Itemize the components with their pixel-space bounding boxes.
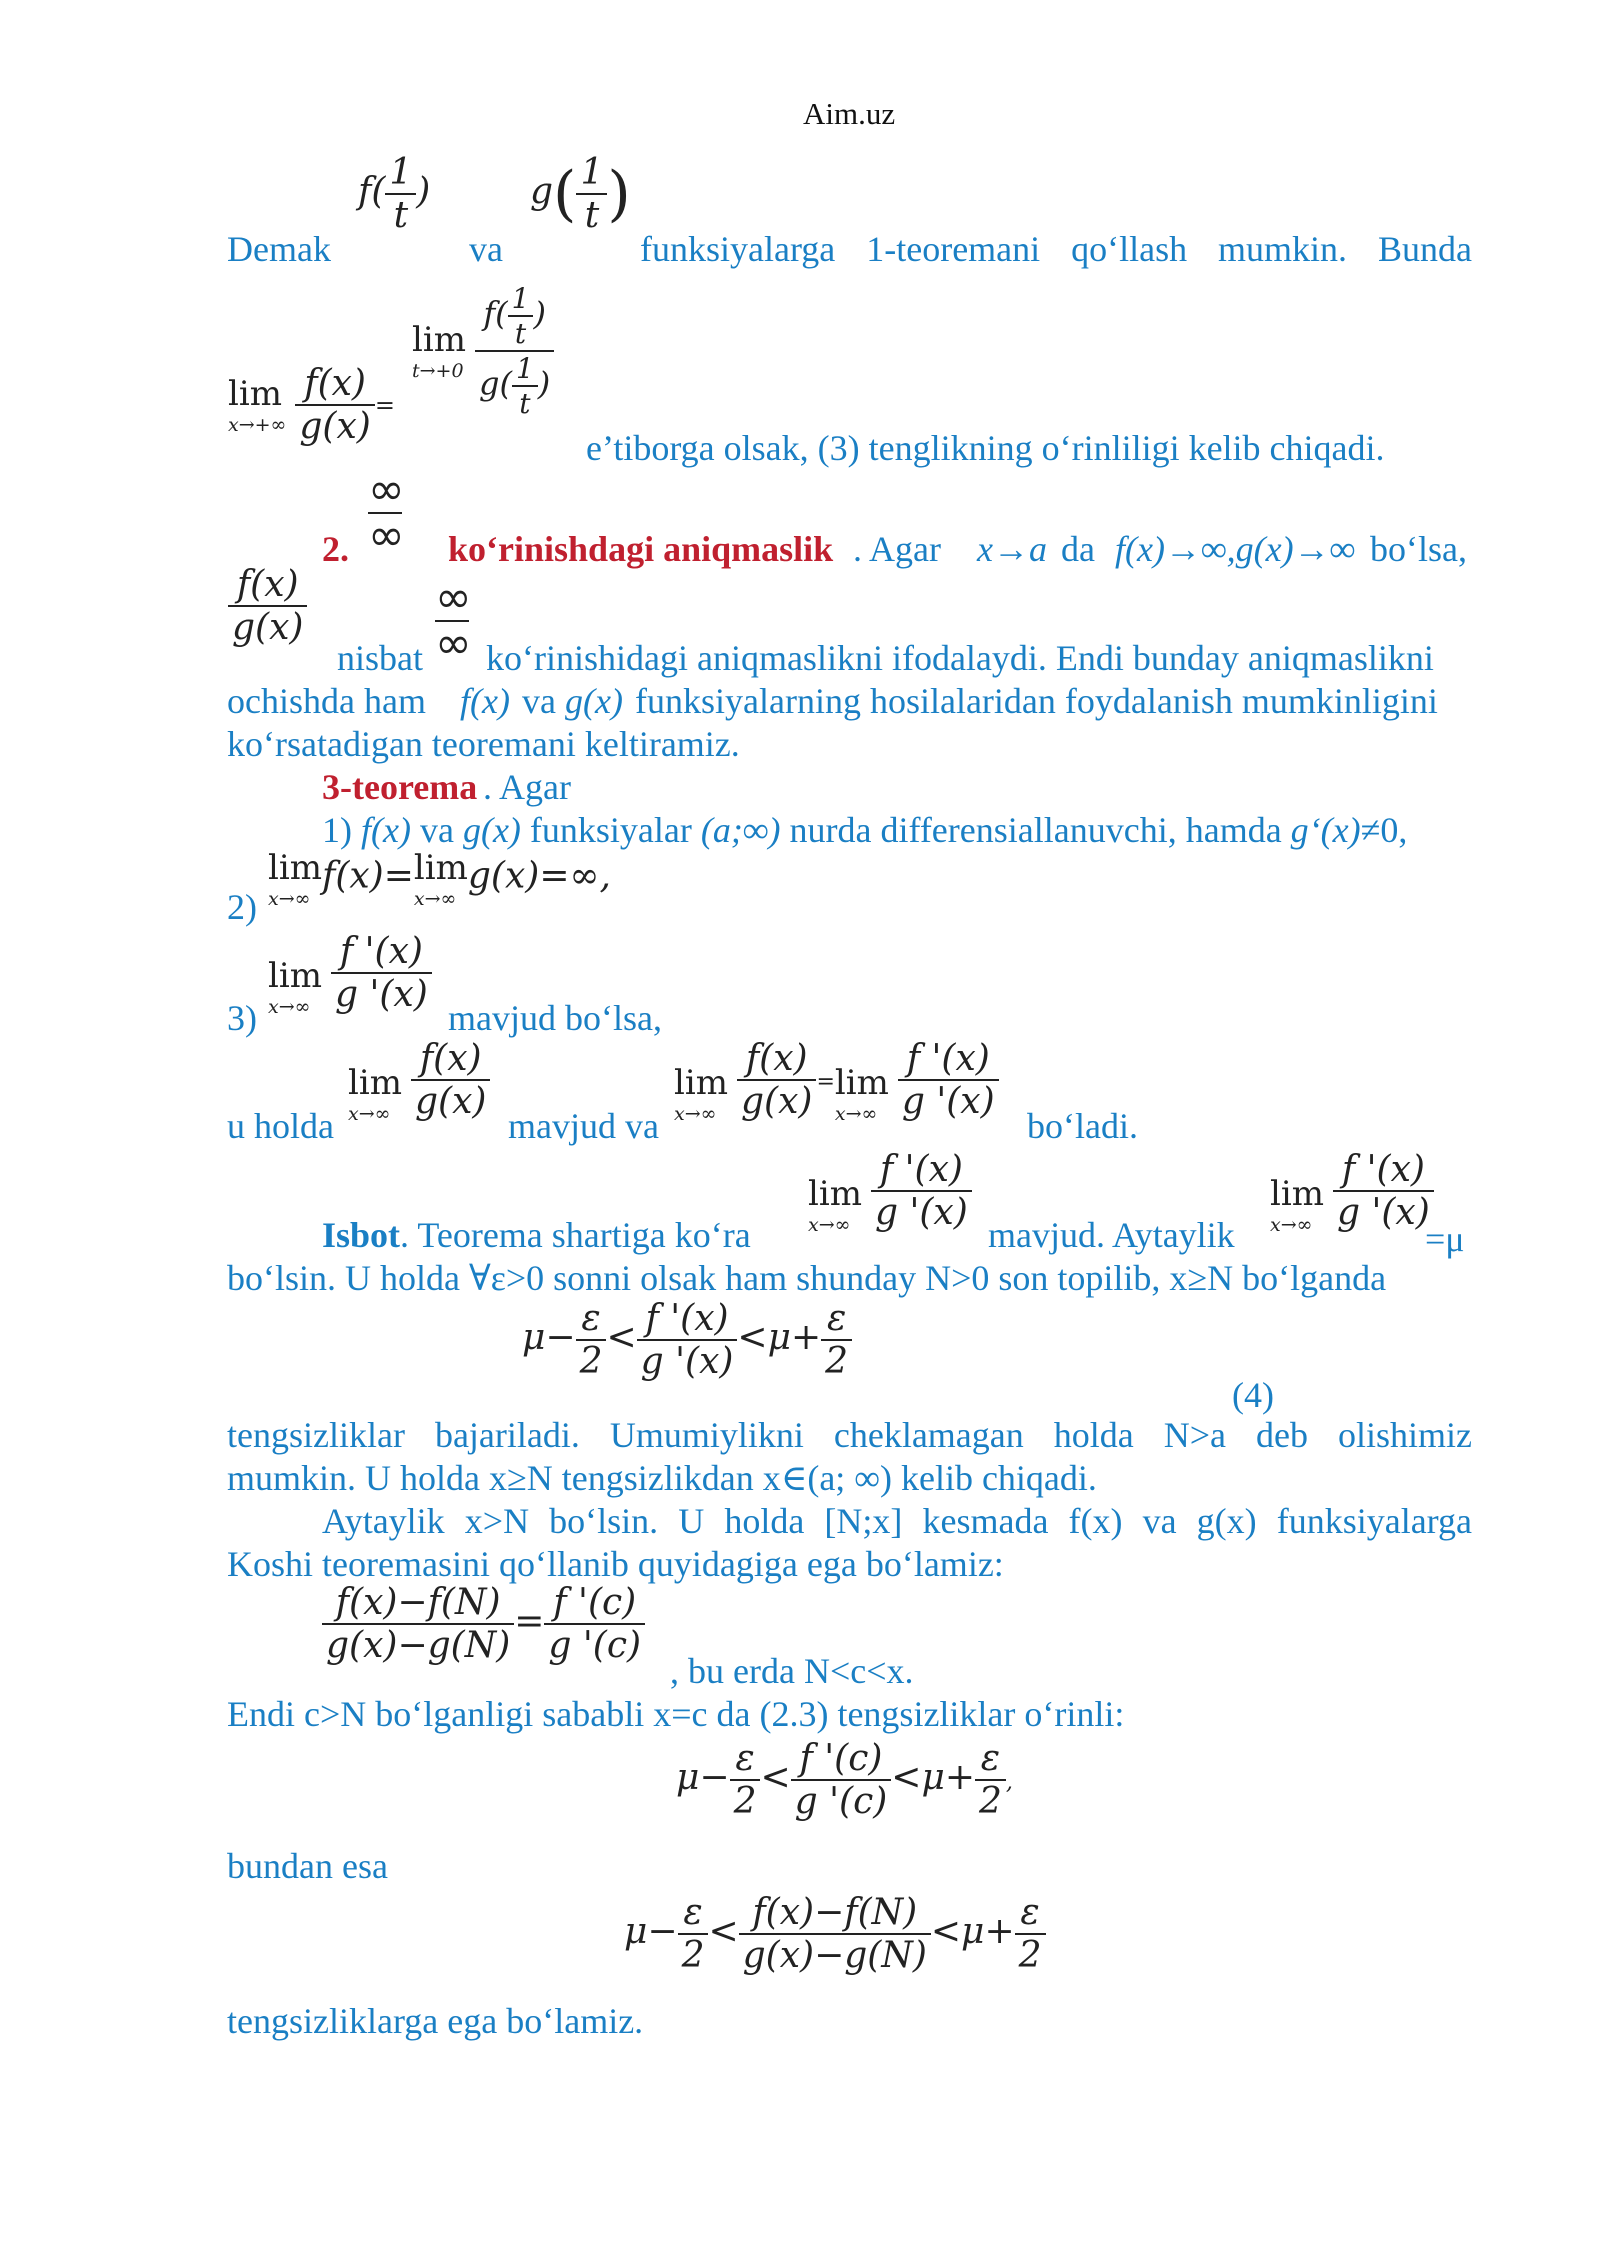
- proof-line6: Koshi teoremasini qo‘llanib quyidagiga ega bo‘lamiz:: [227, 1544, 1004, 1584]
- proof-mu: =μ: [1425, 1219, 1465, 1259]
- formula-limit-x-infinity: lim x→+∞ $\frac{f(x)}{g(x)}$ =: [228, 363, 395, 447]
- theorem3-condition2-number: 2): [227, 887, 257, 927]
- proof-line1-a: . Teorema shartiga ko‘ra: [400, 1215, 751, 1255]
- cond1-interval: (a;∞): [700, 810, 781, 850]
- section2-condition: f(x)→∞,g(x)→∞: [1115, 529, 1356, 569]
- formula-inequality-c: μ− $\frac{\varepsilon}{2}$ < $\frac{f '(c)}{g '(c)}$ <μ+ $\frac{\varepsilon}{2}$ ,: [676, 1738, 1013, 1822]
- theorem3-boladi: bo‘ladi.: [1027, 1106, 1138, 1146]
- formula-limit-t-zero: lim t→+0 f( $\frac{1}{t}$ ) g( $\frac{1}{t}$ ): [412, 282, 554, 420]
- section2-da: da: [1061, 529, 1095, 569]
- proof-line7: Endi c>N bo‘lganligi sababli x=c da (2.3) tengsizliklar o‘rinli:: [227, 1694, 1125, 1734]
- formula-conclusion-limit: lim x→∞ $\frac{f(x)}{g(x)}$: [348, 1035, 490, 1125]
- section2-line3: ko‘rsatadigan teoremani keltiramiz.: [227, 724, 740, 764]
- proof-bu-erda: , bu erda N<c<x.: [670, 1651, 914, 1691]
- proof-line8: bundan esa: [227, 1846, 388, 1886]
- proof-line9: tengsizliklarga ega bo‘lamiz.: [227, 2001, 644, 2041]
- cond1-gx: g(x): [462, 810, 521, 850]
- theorem3-u-holda: u holda: [227, 1106, 334, 1146]
- section2-x-to-a: x→a: [977, 529, 1047, 569]
- formula-condition2: lim x→∞ f(x)= lim x→∞ g(x)=∞,: [268, 848, 611, 910]
- section2-title: ko‘rinishdagi aniqmaslik: [448, 529, 834, 569]
- cond1-not-zero: ≠0,: [1360, 810, 1408, 850]
- proof-line3: tengsizliklar bajariladi. Umumiylikni cheklamagan holda N>a deb olishimiz: [227, 1415, 1472, 1455]
- formula-proof-limit: lim x→∞ $\frac{f '(x)}{g '(x)}$: [808, 1146, 972, 1236]
- formula-condition3: lim x→∞ $\frac{f '(x)}{g '(x)}$: [268, 928, 432, 1018]
- section2-line2-va: va: [522, 681, 556, 721]
- section2-nisbat: nisbat: [337, 638, 423, 678]
- section2-line2-gx: g(x): [565, 681, 623, 721]
- formula-conclusion-equality: lim x→∞ $\frac{f(x)}{g(x)}$ = lim x→∞ $\frac{f '(x)}{g '(x)}$: [674, 1035, 999, 1125]
- cond1-number: 1): [322, 810, 352, 850]
- theorem3-condition1: [322, 809, 1407, 851]
- formula-f-over-g: $\frac{f(x)}{g(x)}$: [228, 564, 307, 648]
- theorem3-agar: . Agar: [483, 767, 571, 807]
- formula-cauchy: $\frac{f(x)-f(N)}{g(x)-g(N)}$ = $\frac{f '(c)}{g '(c)}$: [322, 1582, 645, 1666]
- cond1-va: va: [419, 810, 454, 850]
- section2-agar: . Agar: [853, 529, 941, 569]
- proof-line1: [322, 1214, 751, 1256]
- proof-label: Isbot: [322, 1215, 401, 1255]
- section2-bolsa: bo‘lsa,: [1370, 529, 1467, 569]
- paragraph1-note: e’tiborga olsak, (3) tenglikning o‘rinliligi kelib chiqadi.: [586, 428, 1385, 468]
- proof-line1-b: mavjud. Aytaylik: [988, 1215, 1235, 1255]
- proof-line5: Aytaylik x>N bo‘lsin. U holda [N;x] kesmada f(x) va g(x) funksiyalarga: [322, 1501, 1472, 1541]
- theorem3-condition3-number: 3): [227, 998, 257, 1038]
- demak-word: Demak: [227, 229, 331, 269]
- formula-proof-limit-mu: lim x→∞ $\frac{f '(x)}{g '(x)}$: [1270, 1146, 1434, 1236]
- cond1-funksiyalar: funksiyalar: [529, 810, 692, 850]
- formula-inequality-4: μ− $\frac{\varepsilon}{2}$ < $\frac{f '(x)}{g '(x)}$ <μ+ $\frac{\varepsilon}{2}$: [522, 1298, 852, 1382]
- section2-line2-a: ochishda ham: [227, 681, 426, 721]
- section2-line2-fx: f(x): [460, 681, 510, 721]
- cond1-text: nurda differensiallanuvchi, hamda: [789, 810, 1282, 850]
- section2-line1-tail: ko‘rinishidagi aniqmaslikni ifodalaydi. Endi bunday aniqmaslikni: [486, 638, 1434, 678]
- cond1-gprime: g‘(x): [1290, 810, 1361, 850]
- theorem3-mavjud-bolsa: mavjud bo‘lsa,: [448, 998, 662, 1038]
- cond1-fx: f(x): [361, 810, 411, 850]
- theorem3-label: 3-teorema: [322, 767, 478, 807]
- formula-final-inequality: μ− $\frac{\varepsilon}{2}$ < $\frac{f(x)-f(N)}{g(x)-g(N)}$ <μ+ $\frac{\varepsilon}{2}$: [624, 1892, 1046, 1976]
- proof-line4: mumkin. U holda x≥N tengsizlikdan x∈(a; ∞) kelib chiqadi.: [227, 1458, 1097, 1498]
- infinity-over-infinity-heading: ∞ ∞: [368, 464, 405, 561]
- formula-f-one-over-t: f( $\frac{1}{t}$ ): [358, 152, 431, 236]
- site-header: Aim.uz: [803, 96, 896, 131]
- equation-number-4: (4): [1232, 1375, 1274, 1415]
- formula-g-one-over-t: g( $\frac{1}{t}$ ): [530, 152, 631, 236]
- proof-line2: bo‘lsin. U holda ∀ε>0 sonni olsak ham shunday N>0 son topilib, x≥N bo‘lganda: [227, 1258, 1387, 1298]
- paragraph1-tail: funksiyalarga 1-teoremani qo‘llash mumkin. Bunda: [640, 229, 1472, 269]
- section2-number: 2.: [322, 529, 349, 569]
- infinity-over-infinity-inline: ∞ ∞: [435, 572, 472, 669]
- section2-line2-b: funksiyalarning hosilalaridan foydalanish mumkinligini: [635, 681, 1438, 721]
- theorem3-mavjud-va: mavjud va: [508, 1106, 659, 1146]
- va-word: va: [469, 229, 503, 269]
